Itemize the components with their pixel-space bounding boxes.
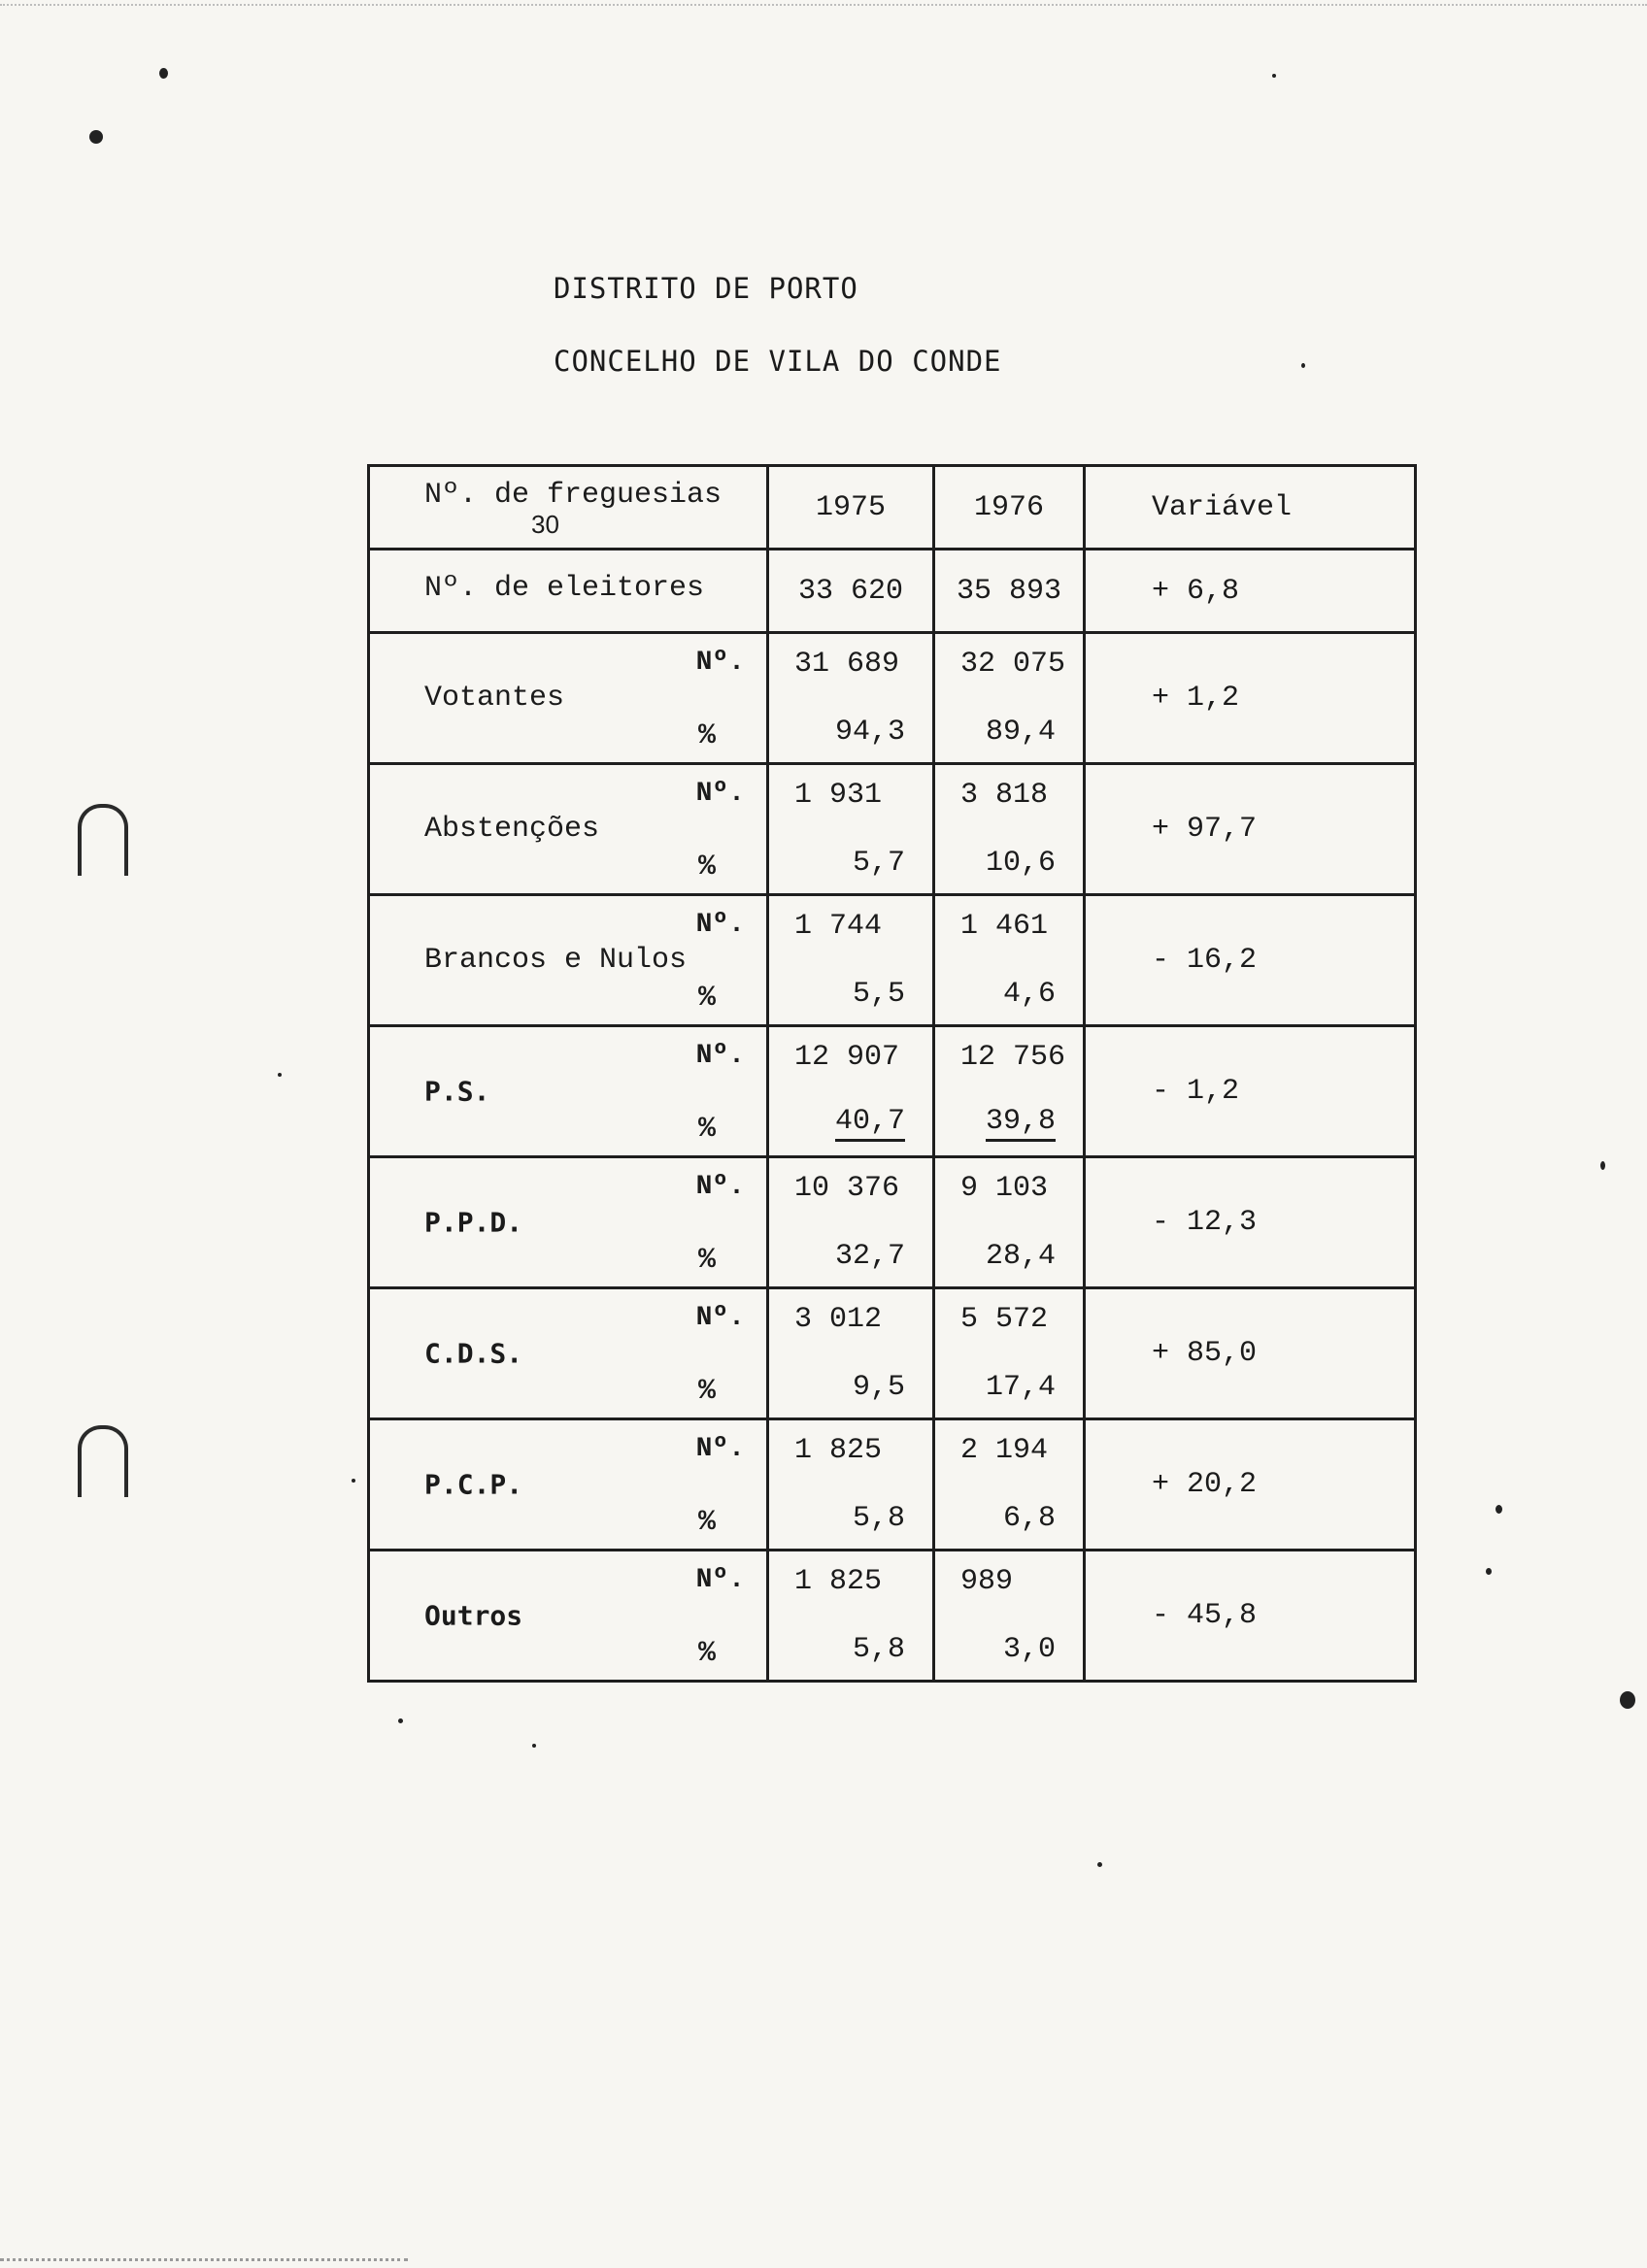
variation-value: + 85,0 <box>1085 1288 1416 1419</box>
electors-1976: 35 893 <box>934 550 1085 633</box>
number-sublabel: Nº. <box>695 1303 745 1333</box>
value-1975-number: 3 012 <box>794 1303 883 1336</box>
parishes-label: Nº. de freguesias <box>424 479 723 512</box>
row-label: Outros <box>424 1599 523 1632</box>
header-variation: Variável <box>1085 466 1416 550</box>
percent-sublabel: % <box>697 1506 716 1539</box>
value-1975-percent: 5,5 <box>852 978 905 1011</box>
header-parishes-cell <box>369 466 768 550</box>
value-1976-number: 989 <box>960 1565 1014 1598</box>
council-title: CONCELHO DE VILA DO CONDE <box>554 345 1002 378</box>
value-1975-number: 1 931 <box>794 779 883 812</box>
value-1976-percent: 6,8 <box>1002 1502 1056 1535</box>
electors-variation: + 6,8 <box>1085 550 1416 633</box>
number-sublabel: Nº. <box>695 1041 745 1071</box>
number-sublabel: Nº. <box>695 1434 745 1464</box>
table-row <box>369 1026 1416 1157</box>
variation-value: - 1,2 <box>1085 1026 1416 1157</box>
value-1975-percent: 5,7 <box>852 847 905 880</box>
row-label: P.S. <box>424 1075 490 1108</box>
number-sublabel: Nº. <box>695 779 745 809</box>
percent-sublabel: % <box>697 850 716 884</box>
row-label: Votantes <box>424 682 565 715</box>
value-1976-percent: 4,6 <box>1002 978 1056 1011</box>
value-1976-percent: 28,4 <box>985 1240 1056 1273</box>
election-results-table <box>367 464 1417 1683</box>
value-1976-number: 9 103 <box>960 1172 1049 1205</box>
table-header-row <box>369 466 1416 550</box>
row-label: Abstenções <box>424 813 600 846</box>
value-1976-number: 1 461 <box>960 910 1049 943</box>
value-1975-percent: 9,5 <box>852 1371 905 1404</box>
value-1976-number: 3 818 <box>960 779 1049 812</box>
variation-value: - 45,8 <box>1085 1551 1416 1682</box>
variation-value: + 1,2 <box>1085 633 1416 764</box>
value-1975-number: 1 825 <box>794 1565 883 1598</box>
header-year-1975: 1975 <box>768 466 934 550</box>
table-row <box>369 895 1416 1026</box>
punch-hole-upper <box>78 804 128 876</box>
district-title: DISTRITO DE PORTO <box>554 272 858 305</box>
page-top-edge <box>0 4 1647 6</box>
electors-label: Nº. de eleitores <box>424 572 705 605</box>
value-1975-percent: 5,8 <box>852 1502 905 1535</box>
percent-sublabel: % <box>697 719 716 752</box>
row-label: C.D.S. <box>424 1337 523 1370</box>
header-year-1976: 1976 <box>934 466 1085 550</box>
value-1975-number: 1 744 <box>794 910 883 943</box>
value-1976-percent: 10,6 <box>985 847 1056 880</box>
value-1975-number: 12 907 <box>794 1041 900 1074</box>
percent-sublabel: % <box>697 1375 716 1408</box>
page-bottom-edge <box>0 2258 408 2261</box>
parishes-count: 30 <box>531 510 559 539</box>
value-1975-percent: 32,7 <box>834 1240 905 1273</box>
value-1976-percent: 3,0 <box>1002 1633 1056 1666</box>
value-1975-percent: 40,7 <box>835 1105 905 1142</box>
variation-value: - 16,2 <box>1085 895 1416 1026</box>
value-1975-percent: 94,3 <box>834 716 905 749</box>
value-1975-percent: 5,8 <box>852 1633 905 1666</box>
number-sublabel: Nº. <box>695 1172 745 1202</box>
value-1975-number: 31 689 <box>794 648 900 681</box>
number-sublabel: Nº. <box>695 1565 745 1595</box>
electors-1975: 33 620 <box>768 550 934 633</box>
value-1976-percent: 89,4 <box>985 716 1056 749</box>
percent-sublabel: % <box>697 1244 716 1277</box>
number-sublabel: Nº. <box>695 648 745 678</box>
table-row <box>369 1157 1416 1288</box>
number-sublabel: Nº. <box>695 910 745 940</box>
value-1976-percent: 17,4 <box>985 1371 1056 1404</box>
value-1975-number: 10 376 <box>794 1172 900 1205</box>
table-row <box>369 1551 1416 1682</box>
percent-sublabel: % <box>697 982 716 1015</box>
table-row <box>369 1419 1416 1551</box>
variation-value: - 12,3 <box>1085 1157 1416 1288</box>
variation-value: + 97,7 <box>1085 764 1416 895</box>
value-1976-percent: 39,8 <box>986 1105 1056 1142</box>
row-label: P.P.D. <box>424 1206 523 1239</box>
value-1976-number: 2 194 <box>960 1434 1049 1467</box>
table-row <box>369 764 1416 895</box>
variation-value: + 20,2 <box>1085 1419 1416 1551</box>
percent-sublabel: % <box>697 1113 716 1146</box>
value-1975-number: 1 825 <box>794 1434 883 1467</box>
value-1976-number: 5 572 <box>960 1303 1049 1336</box>
value-1976-number: 12 756 <box>960 1041 1066 1074</box>
value-1976-number: 32 075 <box>960 648 1066 681</box>
row-label: P.C.P. <box>424 1468 523 1501</box>
percent-sublabel: % <box>697 1637 716 1670</box>
table-row <box>369 1288 1416 1419</box>
electors-row <box>369 550 1416 633</box>
punch-hole-lower <box>78 1425 128 1497</box>
row-label: Brancos e Nulos <box>424 944 688 977</box>
table-row <box>369 633 1416 764</box>
